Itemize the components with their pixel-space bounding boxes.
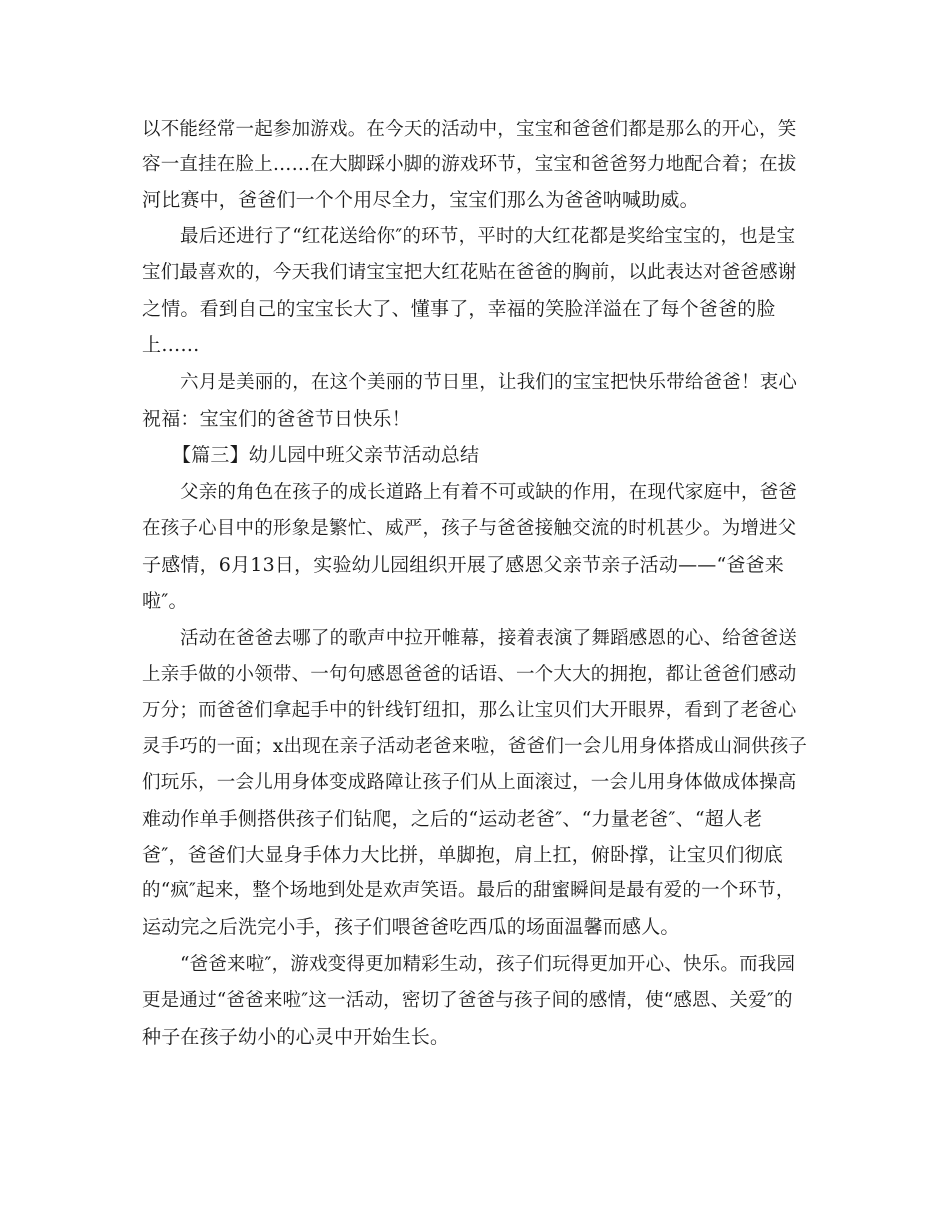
text-line: 以不能经常一起参加游戏。在今天的活动中，宝宝和爸爸们都是那么的开心，笑: [142, 119, 797, 140]
text-line: 活动在爸爸去哪了的歌声中拉开帷幕，接着表演了舞蹈感恩的心、给爸爸送: [180, 628, 798, 649]
text-line: 更是通过“爸爸来啦″这一活动，密切了爸爸与孩子间的感情，使“感恩、关爱″的: [142, 990, 793, 1011]
text-line: 难动作单手侧搭供孩子们钻爬，之后的“运动老爸″、“力量老爸″、“超人老: [142, 808, 763, 830]
text-line: 祝福：宝宝们的爸爸节日快乐！: [142, 408, 411, 430]
text-line: 父亲的角色在孩子的成长道路上有着不可或缺的作用，在现代家庭中，爸爸: [180, 482, 798, 503]
text-line: 爸″，爸爸们大显身手体力大比拼，单脚抱，肩上扛，俯卧撑，让宝贝们彻底: [142, 844, 783, 866]
section-heading: 【篇三】幼儿园中班父亲节活动总结: [172, 444, 480, 466]
text-line: 种子在孩子幼小的心灵中开始生长。: [142, 1026, 450, 1048]
text-line: 河比赛中，爸爸们一个个用尽全力，宝宝们那么为爸爸呐喊助威。: [142, 189, 699, 211]
text-line: 之情。看到自己的宝宝长大了、懂事了，幸福的笑脸洋溢在了每个爸爸的脸: [142, 298, 776, 320]
text-line: 们玩乐，一会儿用身体变成路障让孩子们从上面滚过，一会儿用身体做成体操高: [142, 772, 797, 793]
text-line: “爸爸来啦″，游戏变得更加精彩生动，孩子们玩得更加开心、快乐。而我园: [180, 954, 796, 975]
text-line: 最后还进行了“红花送给你″的环节，平时的大红花都是奖给宝宝的，也是宝: [180, 226, 796, 247]
text-line: 宝们最喜欢的，今天我们请宝宝把大红花贴在爸爸的胸前，以此表达对爸爸感谢: [142, 262, 797, 283]
text-line: 容一直挂在脸上……在大脚踩小脚的游戏环节，宝宝和爸爸努力地配合着；在拔: [142, 154, 797, 175]
text-line: 在孩子心目中的形象是繁忙、威严，孩子与爸爸接触交流的时机甚少。为增进父: [142, 518, 797, 539]
text-line: 的“疯″起来，整个场地到处是欢声笑语。最后的甜蜜瞬间是最有爱的一个环节，: [142, 880, 795, 901]
text-line: 运动完之后洗完小手，孩子们喂爸爸吃西瓜的场面温馨而感人。: [142, 916, 680, 938]
text-line: 子感情，6月13日，实验幼儿园组织开展了感恩父亲节亲子活动——“爸爸来: [142, 554, 784, 576]
text-line: 万分；而爸爸们拿起手中的针线钉纽扣，那么让宝贝们大开眼界，看到了老爸心: [142, 700, 797, 721]
text-line: 上亲手做的小领带、一句句感恩爸爸的话语、一个大大的拥抱，都让爸爸们感动: [142, 664, 797, 685]
text-line: 啦″。: [142, 590, 188, 612]
text-line: 灵手巧的一面；x出现在亲子活动老爸来啦，爸爸们一会儿用身体搭成山洞供孩子: [142, 736, 808, 757]
text-line: 六月是美丽的，在这个美丽的节日里，让我们的宝宝把快乐带给爸爸！衷心: [180, 372, 798, 393]
text-line: 上……: [142, 334, 200, 356]
